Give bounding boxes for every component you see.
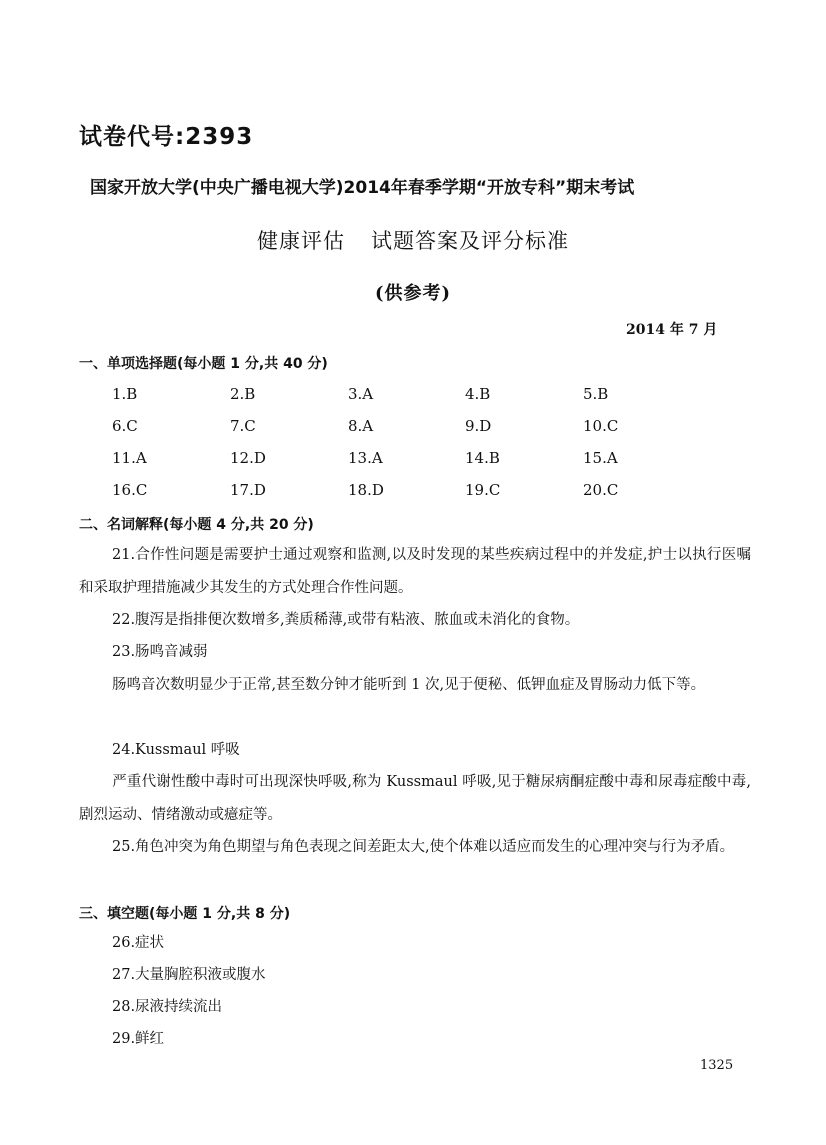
definition-24-title-text: 24.Kussmaul 呼吸	[112, 742, 240, 758]
answer-item: 11.A	[112, 449, 147, 467]
fill-answer: 28.尿液持续流出	[112, 999, 223, 1015]
answer-item: 10.C	[583, 417, 619, 435]
answer-item: 19.C	[465, 481, 501, 499]
definition-23-body-text: 肠鸣音次数明显少于正常,甚至数分钟才能听到 1 次,见于便秘、低钾血症及胃肠动力低下等。	[112, 677, 706, 693]
exam-title: 国家开放大学(中央广播电视大学)2014年春季学期“开放专科”期末考试	[90, 178, 635, 198]
definition-23-title-text: 23.肠鸣音减弱	[112, 644, 208, 660]
answer-item: 3.A	[348, 385, 374, 403]
exam-date: 2014 年 7 月	[626, 322, 718, 338]
definition-25	[79, 831, 751, 864]
section2-heading: 二、名词解释(每小题 4 分,共 20 分)	[79, 517, 314, 533]
definition-21-text: 21.合作性问题是需要护士通过观察和监测,以及时发现的某些疾病过程中的并发症,护士以执行医嘱和采取护理措施减少其发生的方式处理合作性问题。	[79, 547, 751, 596]
answer-item: 18.D	[348, 481, 384, 499]
answer-title: 试题答案及评分标准	[371, 229, 569, 253]
answer-item: 12.D	[230, 449, 266, 467]
course-name: 健康评估	[257, 229, 345, 253]
answer-item: 13.A	[348, 449, 383, 467]
answer-item: 8.A	[348, 417, 374, 435]
fill-answer: 26.症状	[112, 935, 165, 951]
definition-22	[79, 604, 751, 637]
answer-item: 14.B	[465, 449, 500, 467]
definition-23-body	[79, 669, 751, 702]
course-title	[0, 225, 826, 255]
answer-item: 9.D	[465, 417, 492, 435]
answer-item: 15.A	[583, 449, 618, 467]
exam-code: 试卷代号:2393	[79, 124, 254, 150]
definition-24-title	[79, 734, 751, 767]
answer-item: 17.D	[230, 481, 266, 499]
definition-24-body-text: 严重代谢性酸中毒时可出现深快呼吸,称为 Kussmaul 呼吸,见于糖尿病酮症酸中毒和尿毒症酸中毒,剧烈运动、情绪激动或癔症等。	[79, 774, 751, 823]
definition-24-body	[79, 766, 751, 832]
definition-25-text: 25.角色冲突为角色期望与角色表现之间差距太大,使个体难以适应而发生的心理冲突与行为矛盾。	[112, 839, 735, 855]
definition-22-text: 22.腹泻是指排便次数增多,粪质稀薄,或带有粘液、脓血或未消化的食物。	[112, 612, 580, 628]
answer-item: 4.B	[465, 385, 491, 403]
answer-item: 20.C	[583, 481, 619, 499]
answer-item: 6.C	[112, 417, 138, 435]
answer-item: 2.B	[230, 385, 256, 403]
fill-answer: 27.大量胸腔积液或腹水	[112, 967, 266, 983]
answer-item: 16.C	[112, 481, 148, 499]
definition-23-title	[79, 636, 751, 669]
page-number: 1325	[700, 1058, 734, 1073]
section3-heading: 三、填空题(每小题 1 分,共 8 分)	[79, 906, 291, 922]
fill-answer: 29.鲜红	[112, 1031, 165, 1047]
section1-heading: 一、单项选择题(每小题 1 分,共 40 分)	[79, 356, 328, 372]
answer-item: 5.B	[583, 385, 609, 403]
answer-item: 7.C	[230, 417, 256, 435]
answer-item: 1.B	[112, 385, 138, 403]
reference-note: (供参考)	[374, 283, 452, 304]
definition-21	[79, 539, 751, 605]
